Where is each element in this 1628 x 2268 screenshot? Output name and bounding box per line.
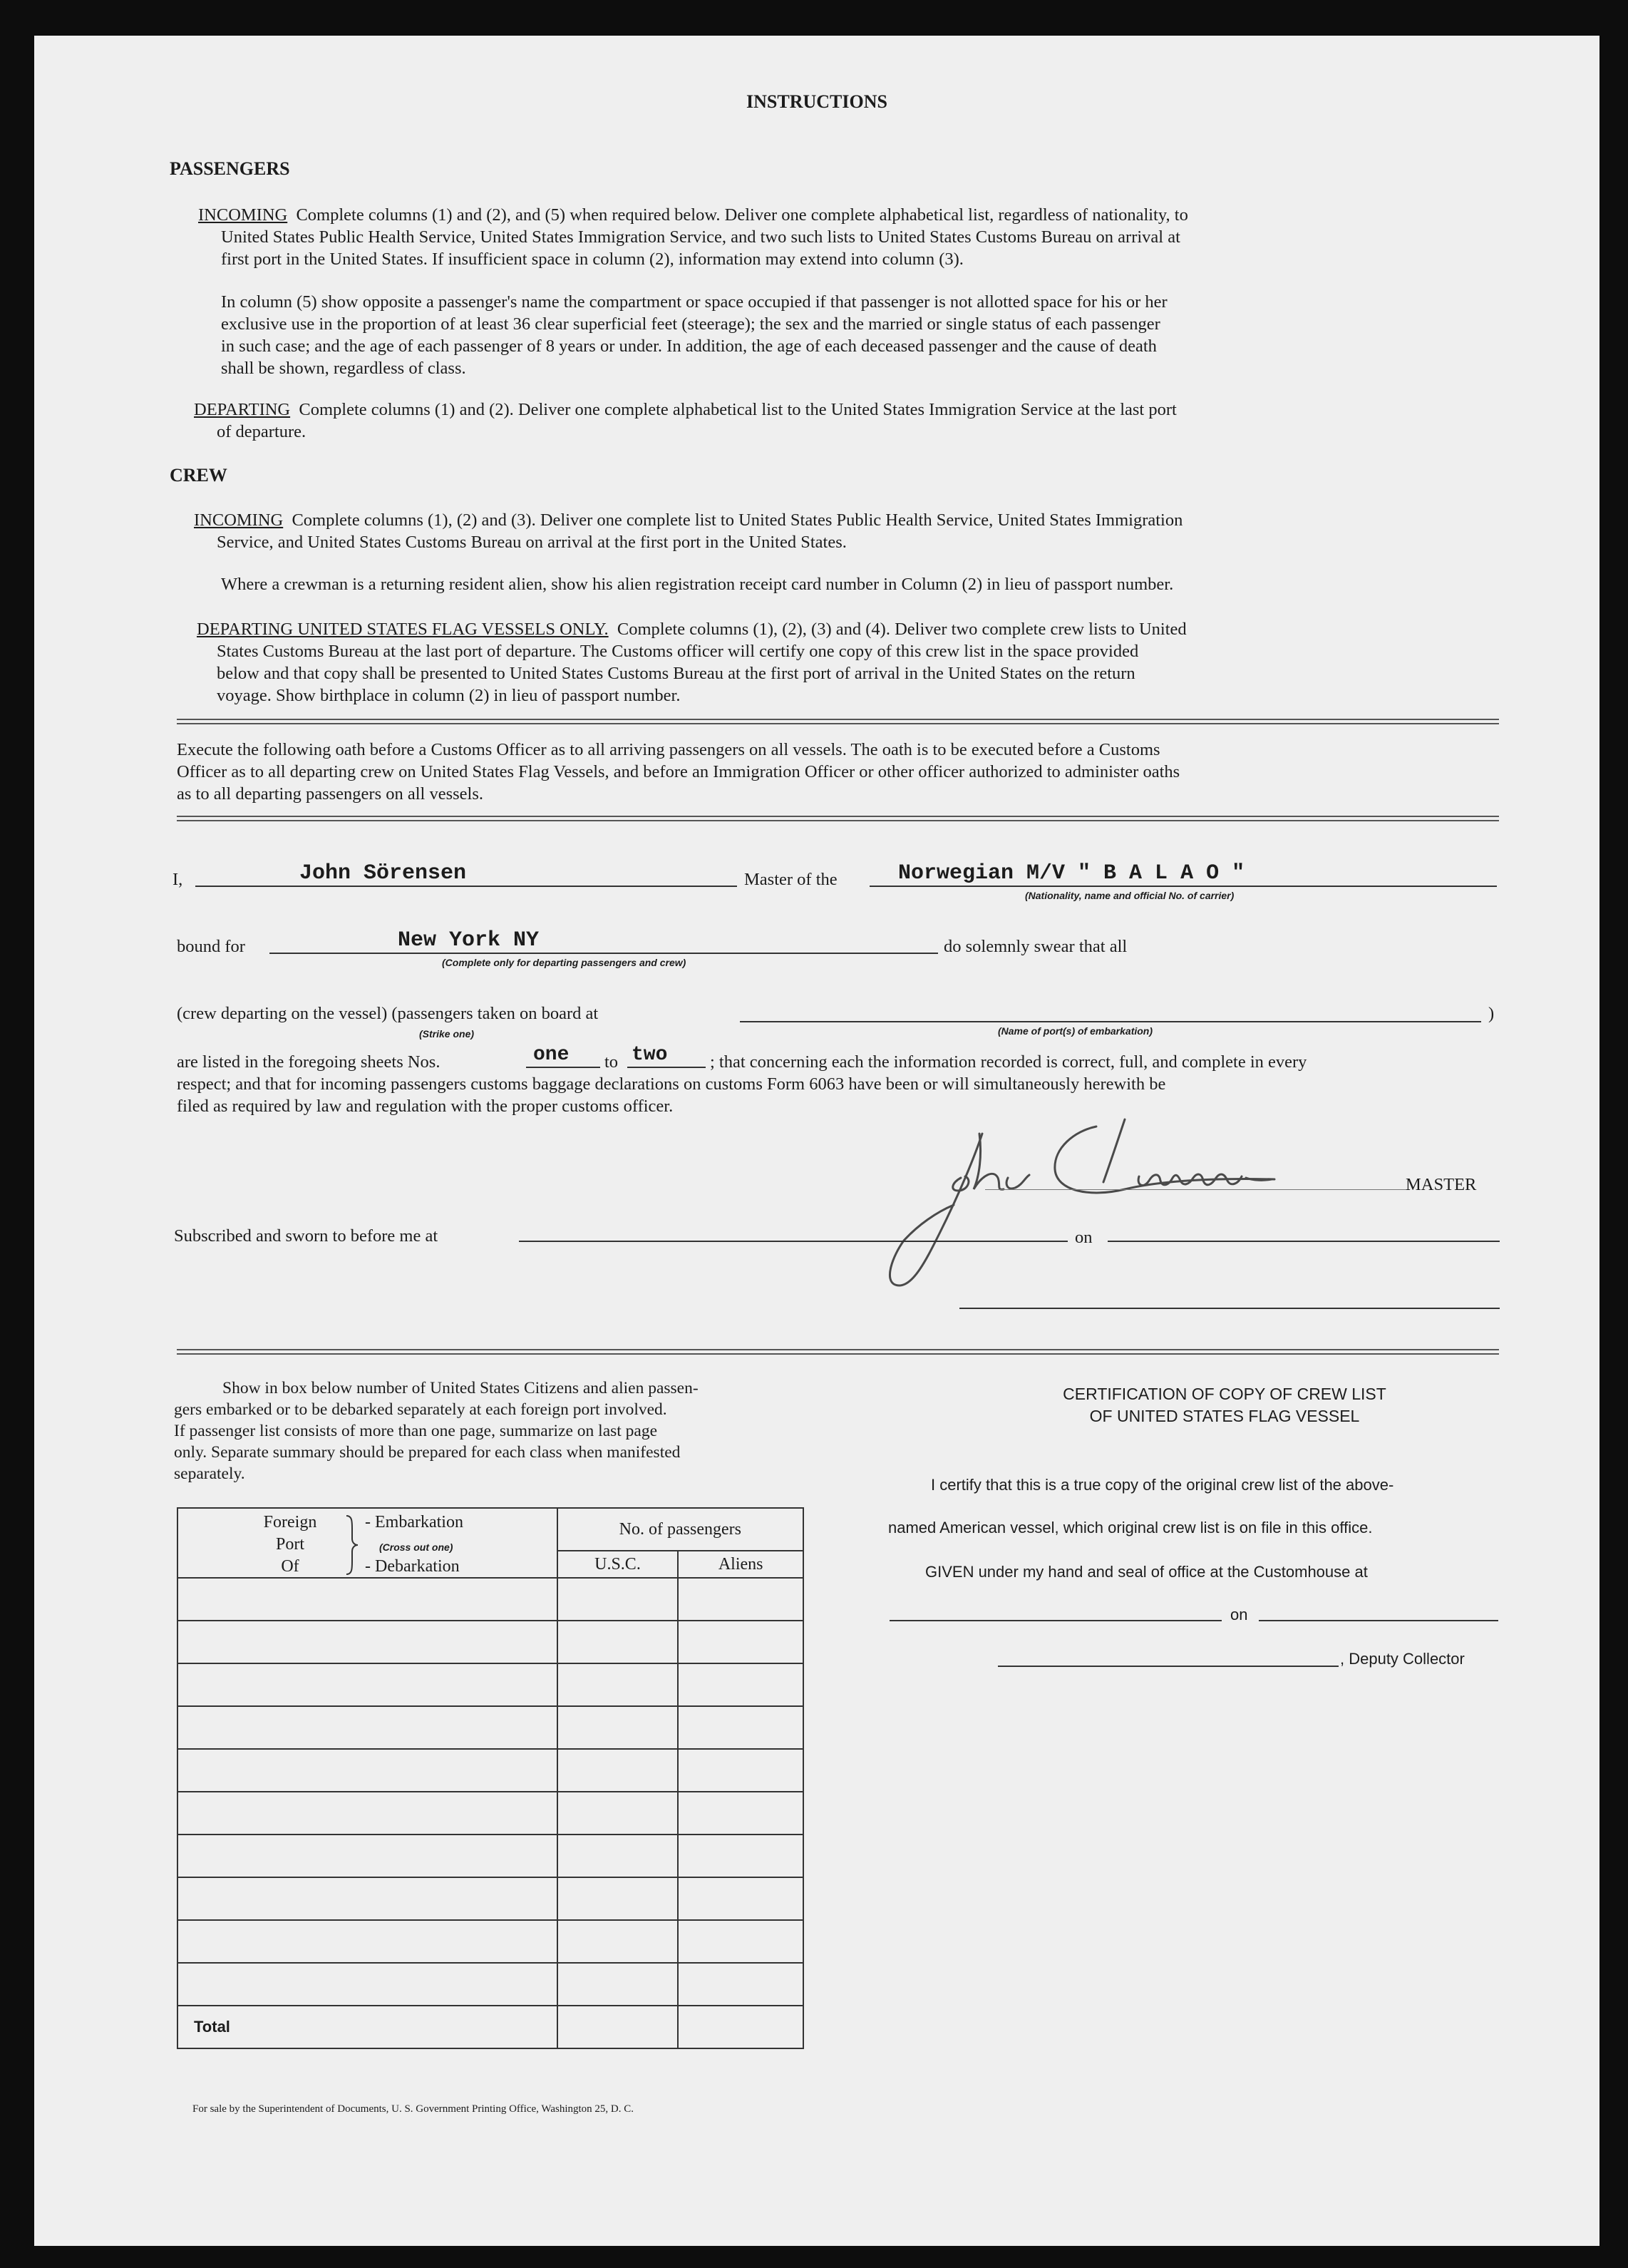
port-header-cell: [177, 1508, 557, 1578]
aliens-cell[interactable]: [678, 1963, 803, 2006]
aliens-cell[interactable]: [678, 1920, 803, 1963]
port-cell[interactable]: [177, 1621, 557, 1663]
instructions-title: INSTRUCTIONS: [746, 91, 887, 112]
deputy-collector-line[interactable]: [998, 1666, 1339, 1667]
passenger-summary-table: [177, 1507, 804, 2049]
aliens-cell[interactable]: [678, 1877, 803, 1920]
aliens-cell[interactable]: [678, 1792, 803, 1835]
certification-title-line1: CERTIFICATION OF COPY OF CREW LIST: [1063, 1385, 1386, 1403]
certification-date-line[interactable]: [1259, 1620, 1498, 1621]
usc-cell[interactable]: [557, 1963, 679, 2006]
sheets-post-text: ; that concerning each the information recorded is correct, full, and complete in every: [710, 1052, 1307, 1072]
bound-for-line: [269, 953, 938, 954]
passengers-departing-label: DEPARTING: [194, 400, 291, 419]
usc-cell[interactable]: [557, 1621, 679, 1663]
oath-intro-line3: as to all departing passengers on all vessels.: [177, 784, 484, 804]
table-row: [177, 1706, 803, 1749]
summary-intro-line5: separately.: [174, 1464, 245, 1483]
swear-text: do solemnly swear that all: [944, 937, 1128, 956]
certification-body-line1: I certify that this is a true copy of the original crew list of the above-: [931, 1476, 1394, 1494]
usc-cell[interactable]: [557, 1578, 679, 1621]
strike-one-caption: (Strike one): [419, 1028, 475, 1040]
total-usc-cell[interactable]: [557, 2006, 679, 2048]
passengers-incoming-line3: first port in the United States. If insufficient space in column (2), information may extend into column (3).: [221, 250, 964, 269]
crew-departing-line2: States Customs Bureau at the last port of departure. The Customs officer will certify one copy of this crew list in the space provided: [217, 642, 1139, 661]
certification-body-line2: named American vessel, which original crew list is on file in this office.: [888, 1519, 1373, 1536]
sheet-to-line: [627, 1067, 706, 1068]
subscribed-place-line[interactable]: [519, 1241, 1068, 1242]
subscribed-label: Subscribed and sworn to before me at: [174, 1226, 438, 1246]
divider: [177, 719, 1499, 724]
crew-incoming-text: Complete columns (1), (2) and (3). Deliver one complete list to United States Public Health Service, United States Immigration: [292, 510, 1183, 530]
usc-cell[interactable]: [557, 1877, 679, 1920]
sheet-to-field[interactable]: two: [632, 1044, 668, 1066]
cross-out-caption: (Cross out one): [379, 1541, 453, 1553]
subscribed-date-line[interactable]: [1108, 1241, 1500, 1242]
usc-cell[interactable]: [557, 1749, 679, 1792]
crew-departing-line3: below and that copy shall be presented to United States Customs Bureau at the first port of arrival in the United States on the return: [217, 664, 1135, 683]
column5-line3: in such case; and the age of each passenger of 8 years or under. In addition, the age of each deceased passenger and the cause of death: [221, 337, 1157, 356]
master-label: MASTER: [1406, 1175, 1477, 1194]
debarkation-label: - Debarkation: [365, 1557, 460, 1576]
vessel-field[interactable]: Norwegian M/V " B A L A O ": [898, 861, 1245, 886]
table-row: [177, 1877, 803, 1920]
crew-incoming-line1: [194, 509, 1183, 531]
column5-line2: exclusive use in the proportion of at least 36 clear superficial feet (steerage); the sex and the married or single status of each passenger: [221, 314, 1160, 334]
usc-cell[interactable]: [557, 1835, 679, 1877]
master-name-field[interactable]: John Sörensen: [299, 861, 467, 886]
no-passengers-header: No. of passengers: [557, 1508, 803, 1551]
i-label: I,: [172, 870, 183, 889]
master-name-line: [195, 886, 737, 887]
usc-cell[interactable]: [557, 1920, 679, 1963]
bound-for-label: bound for: [177, 937, 245, 956]
total-label: Total: [177, 2006, 557, 2048]
port-cell[interactable]: [177, 1792, 557, 1835]
total-aliens-cell[interactable]: [678, 2006, 803, 2048]
aliens-header: Aliens: [678, 1551, 803, 1578]
table-row: [177, 1578, 803, 1621]
bound-for-caption: (Complete only for departing passengers and crew): [442, 957, 686, 968]
bound-for-field[interactable]: New York NY: [398, 928, 540, 953]
aliens-cell[interactable]: [678, 1835, 803, 1877]
to-label: to: [604, 1052, 619, 1072]
master-of-label: Master of the: [744, 870, 838, 889]
passengers-incoming-text: Complete columns (1) and (2), and (5) when required below. Deliver one complete alphabetical list, regardless of nationality, to: [296, 205, 1188, 225]
aliens-cell[interactable]: [678, 1621, 803, 1663]
vessel-line: [870, 886, 1497, 887]
usc-cell[interactable]: [557, 1706, 679, 1749]
summary-intro-line2: gers embarked or to be debarked separately at each foreign port involved.: [174, 1400, 667, 1419]
officer-signature-line[interactable]: [959, 1308, 1500, 1309]
port-cell[interactable]: [177, 1835, 557, 1877]
passengers-departing-line1: [194, 399, 1177, 421]
usc-header: U.S.C.: [557, 1551, 679, 1578]
crew-passengers-text: (crew departing on the vessel) (passengers taken on board at: [177, 1004, 599, 1023]
aliens-cell[interactable]: [678, 1663, 803, 1706]
divider: [177, 816, 1499, 821]
passengers-incoming-line2: United States Public Health Service, United States Immigration Service, and two such lists to United States Customs Bureau on arrival at: [221, 227, 1180, 247]
subscribed-on-label: on: [1075, 1228, 1093, 1247]
port-cell[interactable]: [177, 1578, 557, 1621]
table-row: [177, 1792, 803, 1835]
port-cell[interactable]: [177, 1749, 557, 1792]
certification-title-line2: OF UNITED STATES FLAG VESSEL: [1089, 1407, 1360, 1425]
crew-heading: CREW: [170, 465, 227, 486]
usc-cell[interactable]: [557, 1663, 679, 1706]
vessel-caption: (Nationality, name and official No. of carrier): [1025, 890, 1235, 901]
crew-departing-line1: [197, 618, 1187, 640]
passengers-incoming-label: INCOMING: [198, 205, 288, 225]
deputy-collector-label: , Deputy Collector: [1340, 1650, 1465, 1668]
brace-icon: [342, 1514, 359, 1576]
table-row: [177, 1835, 803, 1877]
foreign-label: Foreign: [263, 1513, 317, 1531]
table-row: [177, 1663, 803, 1706]
embarkation-label: - Embarkation: [365, 1513, 463, 1531]
oath-intro-line2: Officer as to all departing crew on United States Flag Vessels, and before an Immigration Officer or other officer authorized to administer oaths: [177, 762, 1180, 781]
port-cell[interactable]: [177, 1920, 557, 1963]
crew-departing-line4: voyage. Show birthplace in column (2) in lieu of passport number.: [217, 686, 681, 705]
crew-incoming-label: INCOMING: [194, 510, 284, 530]
aliens-cell[interactable]: [678, 1749, 803, 1792]
customhouse-line[interactable]: [890, 1620, 1222, 1621]
table-row: [177, 1749, 803, 1792]
certification-body-line3: GIVEN under my hand and seal of office at the Customhouse at: [925, 1563, 1368, 1581]
passengers-departing-line2: of departure.: [217, 422, 306, 441]
port-caption: (Name of port(s) of embarkation): [998, 1025, 1153, 1037]
table-row: [177, 1920, 803, 1963]
column5-line4: shall be shown, regardless of class.: [221, 359, 466, 378]
of-label: Of: [281, 1557, 299, 1576]
port-label: Port: [275, 1535, 304, 1554]
port-cell[interactable]: [177, 1877, 557, 1920]
form-page: [34, 36, 1599, 2246]
port-cell[interactable]: [177, 1706, 557, 1749]
summary-intro-line4: only. Separate summary should be prepared for each class when manifested: [174, 1443, 681, 1462]
oath-intro-line1: Execute the following oath before a Customs Officer as to all arriving passengers on all vessels. The oath is to be executed before a Customs: [177, 740, 1160, 759]
port-cell[interactable]: [177, 1963, 557, 2006]
column5-line1: In column (5) show opposite a passenger's name the compartment or space occupied if that passenger is not allotted space for his or her: [221, 292, 1168, 312]
crew-departing-label: DEPARTING UNITED STATES FLAG VESSELS ONLY.: [197, 620, 609, 639]
embarkation-port-line[interactable]: [740, 1021, 1481, 1022]
sheet-from-line: [526, 1067, 600, 1068]
master-signature: [875, 1098, 1417, 1298]
aliens-cell[interactable]: [678, 1706, 803, 1749]
close-paren: ): [1488, 1004, 1495, 1023]
aliens-cell[interactable]: [678, 1578, 803, 1621]
passengers-heading: PASSENGERS: [170, 158, 290, 179]
respect-line: respect; and that for incoming passengers customs baggage declarations on customs Form 6063 have been or will simultaneously herewith be: [177, 1074, 1166, 1094]
divider: [177, 1349, 1499, 1355]
summary-intro-line1: Show in box below number of United States Citizens and alien passen-: [222, 1379, 699, 1397]
filed-line: filed as required by law and regulation with the proper customs officer.: [177, 1097, 674, 1116]
crew-incoming-line2: Service, and United States Customs Bureau on arrival at the first port in the United States.: [217, 533, 847, 552]
returning-resident-line: Where a crewman is a returning resident alien, show his alien registration receipt card number in Column (2) in lieu of passport number.: [221, 575, 1174, 594]
table-row: [177, 1963, 803, 2006]
table-row: [177, 1621, 803, 1663]
port-cell[interactable]: [177, 1663, 557, 1706]
sheet-from-field[interactable]: one: [533, 1044, 570, 1066]
usc-cell[interactable]: [557, 1792, 679, 1835]
sheets-pre-text: are listed in the foregoing sheets Nos.: [177, 1052, 441, 1072]
passengers-incoming-line1: [198, 204, 1188, 226]
certification-on-label: on: [1230, 1606, 1248, 1623]
summary-intro-line3: If passenger list consists of more than one page, summarize on last page: [174, 1422, 658, 1440]
crew-departing-text: Complete columns (1), (2), (3) and (4). Deliver two complete crew lists to United: [617, 620, 1187, 639]
signature-line: [985, 1189, 1410, 1190]
certification-title: [925, 1383, 1524, 1427]
passengers-departing-text: Complete columns (1) and (2). Deliver one complete alphabetical list to the United States Immigration Service at the last port: [299, 400, 1177, 419]
printing-office-footer: For sale by the Superintendent of Documents, U. S. Government Printing Office, Washington 25, D. C.: [192, 2103, 634, 2115]
